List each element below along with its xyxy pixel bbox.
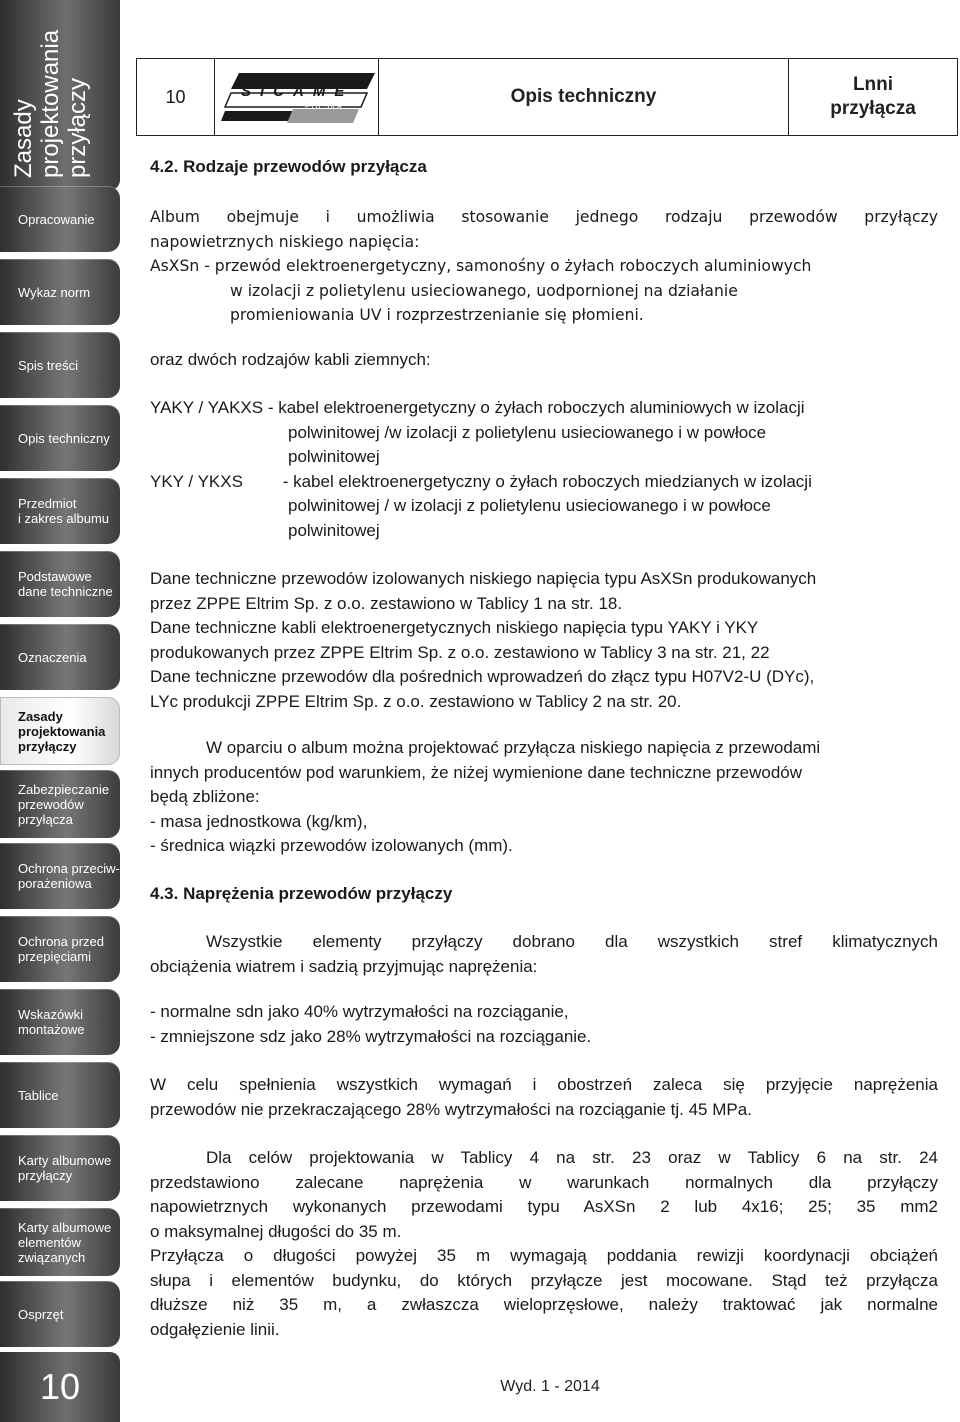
paragraph-kable: oraz dwóch rodzajów kabli ziemnych: <box>150 350 431 369</box>
sidebar-navigation <box>0 0 120 1422</box>
sidebar-tab-karty-elementow[interactable]: Karty albumowe elementów związanych <box>0 1208 120 1276</box>
sidebar-tab-opracowanie[interactable]: Opracowanie <box>0 186 120 252</box>
sidebar-tab-tablice[interactable]: Tablice <box>0 1062 120 1128</box>
sidebar-page-number: 10 <box>0 1352 120 1422</box>
header-page-number: 10 <box>137 59 215 135</box>
sidebar-tab-wykaz-norm[interactable]: Wykaz norm <box>0 259 120 325</box>
section-heading-4-3: 4.3. Naprężenia przewodów przyłączy <box>150 884 453 903</box>
sidebar-tab-przedmiot[interactable]: Przedmiot i zakres albumu <box>0 478 120 544</box>
sicame-logo-text: SICAME <box>241 83 354 100</box>
paragraph-elementy: Wszystkie elementy przyłączy dobrano dla wszystkich stref klimatycznych obciążenia wiatrem i sadzią przyjmując naprężenia: <box>150 932 938 976</box>
sidebar-tab-zasady-projektowania[interactable]: Zasady projektowania przyłączy <box>0 697 120 765</box>
cable-yky: YKY / YKXS - kabel elektroenergetyczny o żyłach roboczych miedzianych w izolacji <box>150 471 812 491</box>
sidebar-section-title <box>0 0 120 190</box>
paragraph-album: Album obejmuje i umożliwia stosowanie jednego rodzaju przewodów przyłączy napowietrznych niskiego napięcia: AsXSn - przewód elektroenergetyczny, samonośny o żyłach roboczych aluminiowych w izolacji z polietylenu usieciowanego, uodpornionej na działanie promieniowania UV i rozprzestrzenianie się płomieni. <box>150 208 938 324</box>
paragraph-inni-producenci: W oparciu o album można projektować przyłącza niskiego napięcia z przewodami innych producentów pod warunkiem, że niżej wymienione dane techniczne przewodów będą zbliżone: - masa jednostkowa (kg/km), - średnica wiązki przewodów izolowanych (mm). <box>150 738 821 855</box>
sicame-logo-sub: POLSKA <box>305 102 344 111</box>
sicame-logo <box>215 59 379 135</box>
sidebar-tab-ochrona-przeciwporazeniowa[interactable]: Ochrona przeciw- porażeniowa <box>0 843 120 909</box>
paragraph-tablice: Dla celów projektowania w Tablicy 4 na str. 23 oraz w Tablicy 6 na str. 24 przedstawiono zalecane naprężenia w warunkach normalnych dla przyłączy napowietrznych wykonanych przewodami typu AsXSn 2 lub 4x16; 25; 35 mm2 o maksymalnej długości do 35 m. <box>150 1148 938 1241</box>
sidebar-tab-opis-techniczny[interactable]: Opis techniczny <box>0 405 120 471</box>
cable-yaky: YAKY / YAKXS - kabel elektroenergetyczny o żyłach roboczych aluminiowych w izolacji <box>150 398 805 417</box>
sidebar-tab-ochrona-przepiecia[interactable]: Ochrona przed przepięciami <box>0 916 120 982</box>
cable-list: YAKY / YAKXS - kabel elektroenergetyczny o żyłach roboczych aluminiowych w izolacji polwinitowej /w izolacji z polietylenu usieciowanego i w powłoce polwinitowej YKY / YKXS - kabel elektroenergetyczny o żyłach roboczych miedzianych w izolacji polwinitowej / w izolacji z polietylenu usieciowanego i w powłoce polwinitowej <box>150 396 938 543</box>
sidebar-tab-podstawowe-dane[interactable]: Podstawowe dane techniczne <box>0 551 120 617</box>
sidebar-tab-karty-przylaczy[interactable]: Karty albumowe przyłączy <box>0 1135 120 1201</box>
footer-edition: Wyd. 1 - 2014 <box>500 1378 600 1395</box>
sidebar-tab-oznaczenia[interactable]: Oznaczenia <box>0 624 120 690</box>
sidebar-tab-zabezpieczanie[interactable]: Zabezpieczanie przewodów przyłącza <box>0 770 120 838</box>
paragraph-wymagania: W celu spełnienia wszystkich wymagań i obostrzeń zaleca się przyjęcie naprężenia przewodów nie przekraczającego 28% wytrzymałości na rozciąganie tj. 45 MPa. <box>150 1075 938 1119</box>
sidebar-tab-osprzet[interactable]: Osprzęt <box>0 1281 120 1347</box>
paragraph-dlugosc: Przyłącza o długości powyżej 35 m wymagają poddania rewizji koordynacji obciążeń słupa i elementów budynku, do których przyłącze jest mocowane. Stąd też przyłącza dłuższe niż 35 m, a zwłaszcza wieloprzęsłowe, należy traktować jak normalne odgałęzienie linii. <box>150 1246 938 1339</box>
paragraph-dane-techniczne: Dane techniczne przewodów izolowanych niskiego napięcia typu AsXSn produkowanych przez ZPPE Eltrim Sp. z o.o. zestawiono w Tablicy 1 na str. 18. Dane techniczne kabli elektroenergetycznych niskiego napięcia typu YAKY i YKY produkowanych przez ZPPE Eltrim Sp. z o.o. zestawiono w Tablicy 3 na str. 21, 22 Dane techniczne przewodów dla pośrednich wprowadzeń do złącz typu H07V2-U (DYc), LYc produkcji ZPPE Eltrim Sp. z o.o. zestawiono w Tablicy 2 na str. 20. <box>150 569 817 711</box>
sidebar-section-title-text: Zasady projektowania przyłączy <box>10 29 91 178</box>
list-naprezenia: - normalne sdn jako 40% wytrzymałości na rozciąganie, - zmniejszone sdz jako 28% wytrzymałości na rozciąganie. <box>150 1002 592 1046</box>
section-heading-4-2: 4.2. Rodzaje przewodów przyłącza <box>150 157 427 176</box>
header-title: Opis techniczny <box>379 59 789 135</box>
header-section: Lnni przyłącza <box>830 74 916 119</box>
sidebar-tab-spis-tresci[interactable]: Spis treści <box>0 332 120 398</box>
page-header <box>136 58 958 136</box>
sidebar-tab-wskazowki[interactable]: Wskazówki montażowe <box>0 989 120 1055</box>
